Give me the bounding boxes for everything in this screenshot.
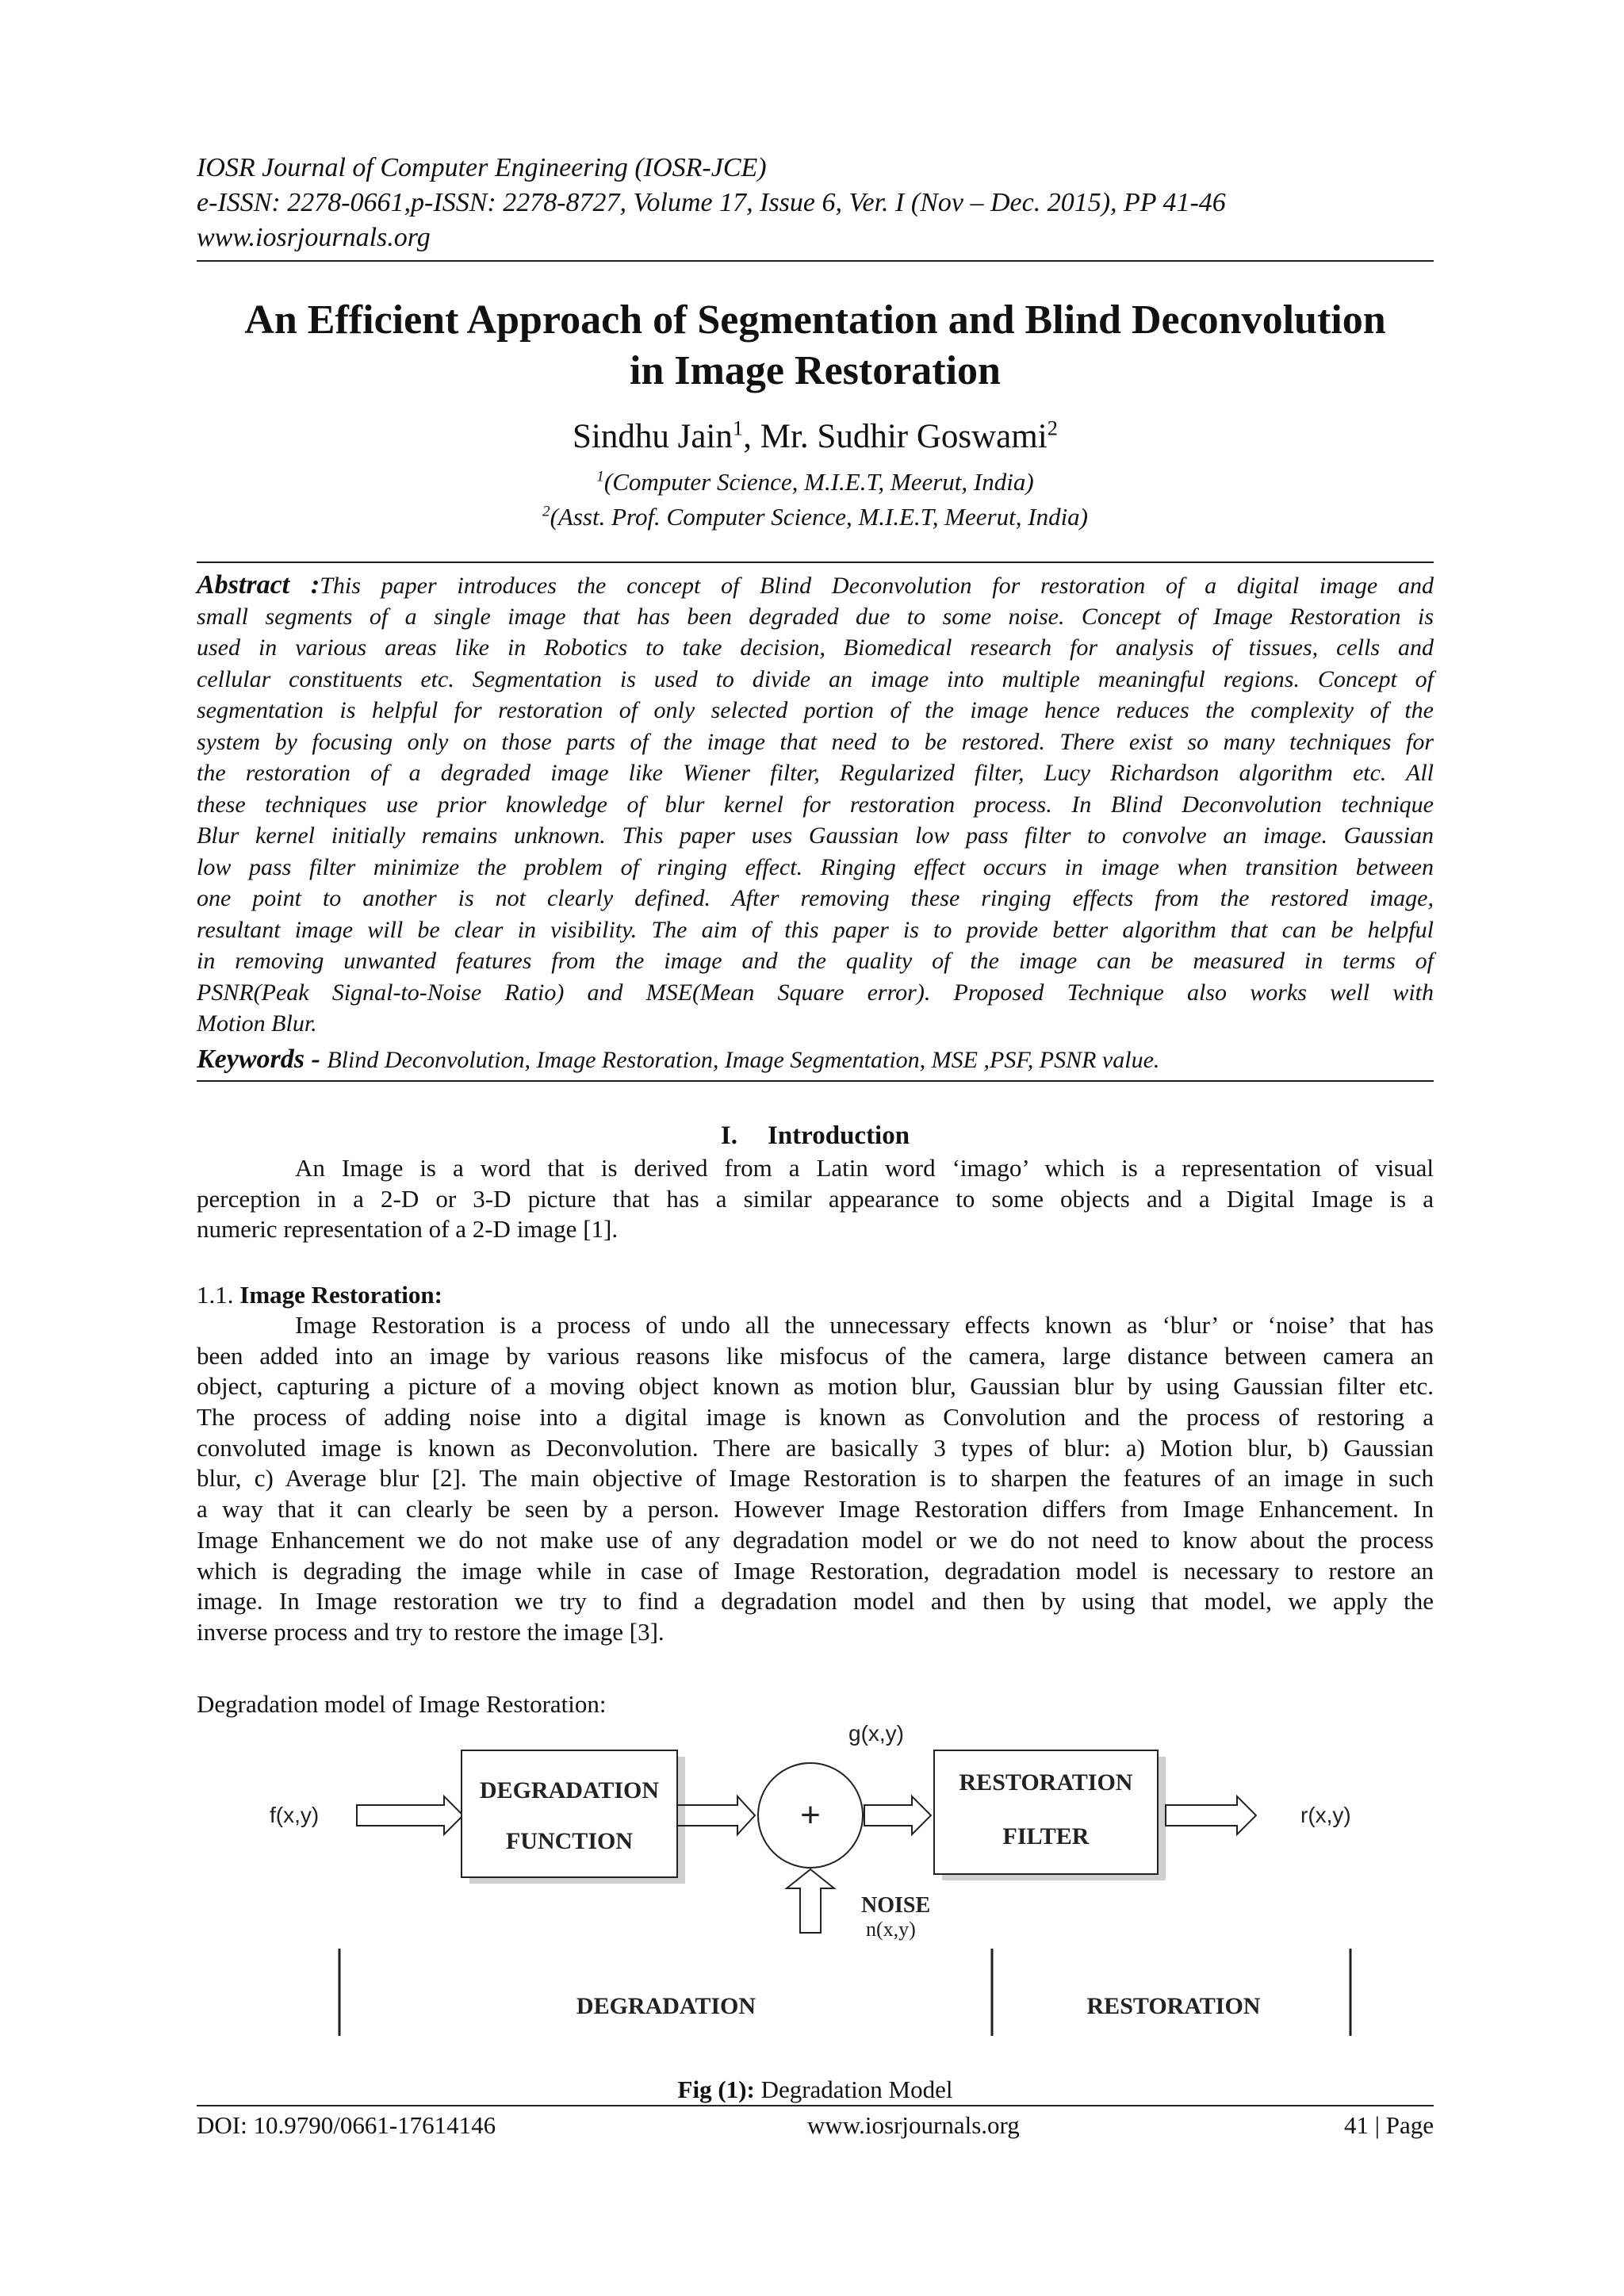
degradation-function-block xyxy=(462,1750,677,1877)
author-line xyxy=(197,416,1434,458)
footer-rule xyxy=(197,2105,1434,2106)
abstract-label: Abstract : xyxy=(197,570,320,600)
abstract-line: resultant image will be clear in visibility. The aim of this paper is to provide better algorithm that can be helpful xyxy=(197,916,1434,943)
body-line: blur, c) Average blur [2]. The main objective of Image Restoration is to sharpen the features of an image in such xyxy=(197,1464,1434,1493)
journal-website: www.iosrjournals.org xyxy=(197,223,431,252)
abstract-line: small segments of a single image that has been degraded due to some noise. Concept of Image Restoration is xyxy=(197,603,1434,630)
section-number: I. xyxy=(720,1121,737,1150)
author-2: , Mr. Sudhir Goswami xyxy=(743,418,1048,455)
author-2-sup: 2 xyxy=(1047,416,1058,440)
paper-title xyxy=(197,295,1434,397)
restoration-block-line1: RESTORATION xyxy=(959,1769,1133,1796)
abstract-line: the restoration of a degraded image like Wiener filter, Regularized filter, Lucy Richardson algorithm etc. All xyxy=(197,760,1434,786)
body-line: numeric representation of a 2-D image [1]. xyxy=(197,1215,619,1244)
abstract-line: low pass filter minimize the problem of ringing effect. Ringing effect occurs in image when transition between xyxy=(197,853,1434,880)
output-arrow xyxy=(1166,1796,1256,1834)
issn-line: e-ISSN: 2278-0661,p-ISSN: 2278-8727, Volume 17, Issue 6, Ver. I (Nov – Dec. 2015), PP 41-46 xyxy=(197,188,1226,217)
restoration-paragraph xyxy=(197,1310,1434,1648)
footer-doi: DOI: 10.9790/0661-17614146 xyxy=(197,2111,496,2139)
body-line: Image Enhancement we do not make use of any degradation model or we do not need to know about the process xyxy=(197,1525,1434,1554)
abstract xyxy=(197,569,1434,1040)
section-title: Introduction xyxy=(767,1121,910,1150)
abstract-line: Motion Blur. xyxy=(197,1010,317,1037)
input-signal-label: f(x,y) xyxy=(270,1803,320,1827)
body-line: image. In Image restoration we try to find a degradation model and then by using that model, we apply the xyxy=(197,1587,1434,1616)
abstract-line: segmentation is helpful for restoration of only selected portion of the image hence reduces the complexity of the xyxy=(197,697,1434,723)
keywords-text: Blind Deconvolution, Image Restoration, Image Segmentation, MSE ,PSF, PSNR value. xyxy=(327,1047,1160,1073)
author-1: Sindhu Jain xyxy=(573,418,733,455)
subsection-heading-image-restoration xyxy=(197,1280,1434,1311)
abstract-line: cellular constituents etc. Segmentation is used to divide an image into multiple meaningful regions. Concept of xyxy=(197,665,1434,692)
body-line: convoluted image is known as Deconvolution. There are basically 3 types of blur: a) Motion blur, b) Gaussian xyxy=(197,1433,1434,1462)
body-line: which is degrading the image while in case of Image Restoration, degradation model is necessary to restore an xyxy=(197,1556,1434,1585)
body-line: The process of adding noise into a digital image is known as Convolution and the process of restoring a xyxy=(197,1403,1434,1432)
body-line: object, capturing a picture of a moving object known as motion blur, Gaussian blur by using Gaussian filter etc. xyxy=(197,1372,1434,1401)
footer-page-number: 41 | Page xyxy=(1344,2111,1434,2139)
degradation-block-line1: DEGRADATION xyxy=(479,1777,660,1803)
abstract-line: used in various areas like in Robotics to take decision, Biomedical research for analysis of tissues, cells and xyxy=(197,634,1434,661)
input-arrow xyxy=(357,1796,463,1834)
restoration-zone-label: RESTORATION xyxy=(1086,1993,1261,2019)
affiliation-2 xyxy=(197,501,1434,533)
degradation-model-figure xyxy=(238,1685,1396,2050)
body-line: perception in a 2-D or 3-D picture that has a similar appearance to some objects and a Digital Image is a xyxy=(197,1184,1434,1213)
model-intro-text: Degradation model of Image Restoration: xyxy=(197,1690,607,1718)
abstract-line: one point to another is not clearly defined. After removing these ringing effects from the restored image, xyxy=(197,885,1434,911)
body-line: Image Restoration is a process of undo all the unnecessary effects known as ‘blur’ or ‘noise’ that has xyxy=(295,1311,1434,1339)
affiliation-1-sup: 1 xyxy=(596,468,604,485)
degradation-block-line2: FUNCTION xyxy=(505,1828,634,1854)
abstract-bottom-rule xyxy=(197,1080,1434,1082)
abstract-line: Blur kernel initially remains unknown. This paper uses Gaussian low pass filter to convolve an image. Gaussian xyxy=(197,822,1434,849)
abstract-line: in removing unwanted features from the image and the quality of the image can be measured in terms of xyxy=(197,948,1434,974)
restoration-block-line2: FILTER xyxy=(1002,1823,1090,1849)
body-line: An Image is a word that is derived from a Latin word ‘imago’ which is a representation of visual xyxy=(295,1154,1434,1182)
title-line-2: in Image Restoration xyxy=(630,348,1001,393)
abstract-top-rule xyxy=(197,562,1434,563)
footer-website: www.iosrjournals.org xyxy=(807,2111,1020,2139)
author-1-sup: 1 xyxy=(732,416,744,440)
affiliation-2-sup: 2 xyxy=(542,503,550,520)
noise-label: NOISE xyxy=(861,1893,931,1918)
degradation-model-diagram xyxy=(238,1685,1396,2050)
adder-to-restoration-arrow xyxy=(864,1796,931,1834)
body-line: a way that it can clearly be seen by a person. However Image Restoration differs from Image Enhancement. In xyxy=(197,1495,1434,1524)
header-rule xyxy=(197,260,1434,262)
abstract-line: PSNR(Peak Signal-to-Noise Ratio) and MSE(Mean Square error). Proposed Technique also works well with xyxy=(197,979,1434,1006)
degradation-to-adder-arrow xyxy=(677,1796,755,1834)
subsection-title: Image Restoration: xyxy=(239,1281,442,1309)
abstract-line: system by focusing only on those parts of the image that need to be restored. There exist so many techniques for xyxy=(197,728,1434,755)
output-signal-label: r(x,y) xyxy=(1300,1803,1351,1827)
subsection-number: 1.1. xyxy=(197,1281,240,1309)
section-heading-introduction xyxy=(197,1120,1434,1152)
figure-caption xyxy=(197,2074,1434,2106)
affiliation-1 xyxy=(197,466,1434,498)
abstract-line: these techniques use prior knowledge of blur kernel for restoration process. In Blind Deconvolution technique xyxy=(197,791,1434,818)
body-line: been added into an image by various reasons like misfocus of the camera, large distance between camera an xyxy=(197,1341,1434,1370)
title-line-1: An Efficient Approach of Segmentation and Blind Deconvolution xyxy=(244,297,1386,343)
keywords xyxy=(197,1044,1434,1076)
introduction-paragraph xyxy=(197,1153,1434,1245)
affiliation-2-text: (Asst. Prof. Computer Science, M.I.E.T, Meerut, India) xyxy=(550,503,1089,531)
caption-label: Fig (1): xyxy=(677,2076,755,2103)
degraded-signal-label: g(x,y) xyxy=(848,1721,904,1746)
noise-arrow xyxy=(787,1869,834,1933)
noise-function-label: n(x,y) xyxy=(866,1918,916,1941)
body-line: inverse process and try to restore the image [3]. xyxy=(197,1617,665,1646)
keywords-label: Keywords - xyxy=(197,1045,327,1074)
journal-name: IOSR Journal of Computer Engineering (IOSR-JCE) xyxy=(197,153,767,182)
adder-symbol: + xyxy=(800,1796,821,1834)
degradation-zone-label: DEGRADATION xyxy=(576,1993,756,2019)
caption-text: Degradation Model xyxy=(754,2076,953,2103)
abstract-line: Abstract :This paper introduces the concept of Blind Deconvolution for restoration of a digital image and xyxy=(197,570,1434,600)
affiliation-1-text: (Computer Science, M.I.E.T, Meerut, India) xyxy=(603,468,1034,496)
